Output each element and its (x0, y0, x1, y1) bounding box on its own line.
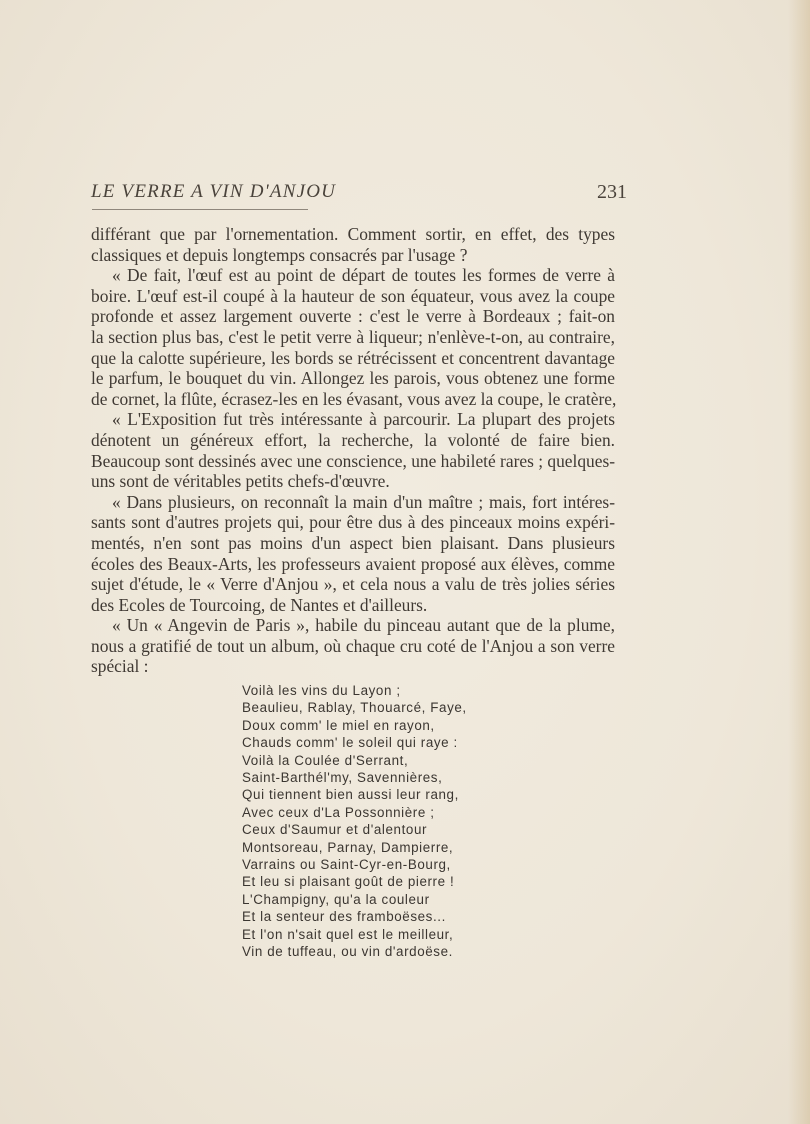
text-line: boire. L'œuf est-il coupé à la hauteur de son équateur, vous avez la coupe (91, 285, 615, 306)
text-line: écoles des Beaux-Arts, les professeurs avaient proposé aux élèves, comme (91, 553, 615, 574)
text-line: « Un « Angevin de Paris », habile du pinceau autant que de la plume, (112, 615, 615, 636)
poem-verse: Et leu si plaisant goût de pierre ! (242, 874, 455, 890)
poem (242, 682, 467, 961)
text-line: de cornet, la flûte, écrasez-les en les évasant, vous avez la coupe, le cratère, (91, 388, 617, 409)
poem-verse: Montsoreau, Parnay, Dampierre, (242, 839, 454, 855)
body-text (91, 224, 615, 677)
poem-verse: Avec ceux d'La Possonnière ; (242, 804, 435, 820)
text-line: nous a gratifié de tout un album, où chaque cru coté de l'Anjou a son verre (91, 635, 615, 656)
header-rule (92, 209, 308, 210)
page-edge-shading (788, 0, 810, 1124)
poem-verse: Voilà la Coulée d'Serrant, (242, 752, 409, 768)
poem-verse: Beaulieu, Rablay, Thouarcé, Faye, (242, 700, 467, 716)
text-line: mentés, n'en sont pas moins d'un aspect bien plaisant. Dans plusieurs (91, 532, 615, 553)
page-header (91, 178, 627, 212)
poem-verse: Doux comm' le miel en rayon, (242, 717, 435, 733)
text-line: la section plus bas, c'est le petit verre à liqueur; n'enlève-t-on, au contraire, (91, 326, 615, 347)
text-line: Beaucoup sont dessinés avec une conscience, une habileté rares ; quelques- (91, 450, 615, 471)
text-line: uns sont de véritables petits chefs-d'œuvre. (91, 471, 390, 492)
text-line: sants sont d'autres projets qui, pour être dus à des pinceaux moins expéri- (91, 512, 615, 533)
text-line: différant que par l'ornementation. Comment sortir, en effet, des types (91, 224, 615, 244)
poem-verse: Ceux d'Saumur et d'alentour (242, 822, 428, 838)
text-line: des Ecoles de Tourcoing, de Nantes et d'ailleurs. (91, 594, 428, 615)
text-line: classiques et depuis longtemps consacrés par l'usage ? (91, 244, 468, 265)
poem-verse: L'Champigny, qu'a la couleur (242, 891, 430, 907)
text-line: le parfum, le bouquet du vin. Allongez les parois, vous obtenez une forme (91, 368, 615, 389)
poem-verse: Et la senteur des framboëses... (242, 909, 446, 925)
poem-verse: Saint-Barthél'my, Savennières, (242, 770, 443, 786)
poem-verse: Varrains ou Saint-Cyr-en-Bourg, (242, 857, 451, 873)
text-line: profonde et assez largement ouverte : c'est le verre à Bordeaux ; fait-on (91, 306, 615, 327)
poem-verse: Voilà les vins du Layon ; (242, 683, 401, 698)
text-line: « Dans plusieurs, on reconnaît la main d'un maître ; mais, fort intéres- (112, 491, 615, 512)
text-line: sujet d'étude, le « Verre d'Anjou », et cela nous a valu de très jolies séries (91, 574, 615, 595)
poem-verse: Et l'on n'sait quel est le meilleur, (242, 926, 454, 942)
text-line: spécial : (91, 656, 149, 677)
text-line: que la calotte supérieure, les bords se rétrécissent et concentrent davantage (91, 347, 615, 368)
text-line: « De fait, l'œuf est au point de départ de toutes les formes de verre à (112, 265, 615, 286)
poem-verse: Chauds comm' le soleil qui raye : (242, 735, 458, 751)
page-number: 231 (597, 181, 627, 203)
poem-verse: Qui tiennent bien aussi leur rang, (242, 787, 459, 803)
text-line: « L'Exposition fut très intéressante à parcourir. La plupart des projets (112, 409, 615, 430)
text-line: dénotent un généreux effort, la recherche, la volonté de faire bien. (91, 429, 615, 450)
poem-verse: Vin de tuffeau, ou vin d'ardoëse. (242, 944, 453, 960)
running-title: LE VERRE A VIN D'ANJOU (91, 181, 337, 202)
